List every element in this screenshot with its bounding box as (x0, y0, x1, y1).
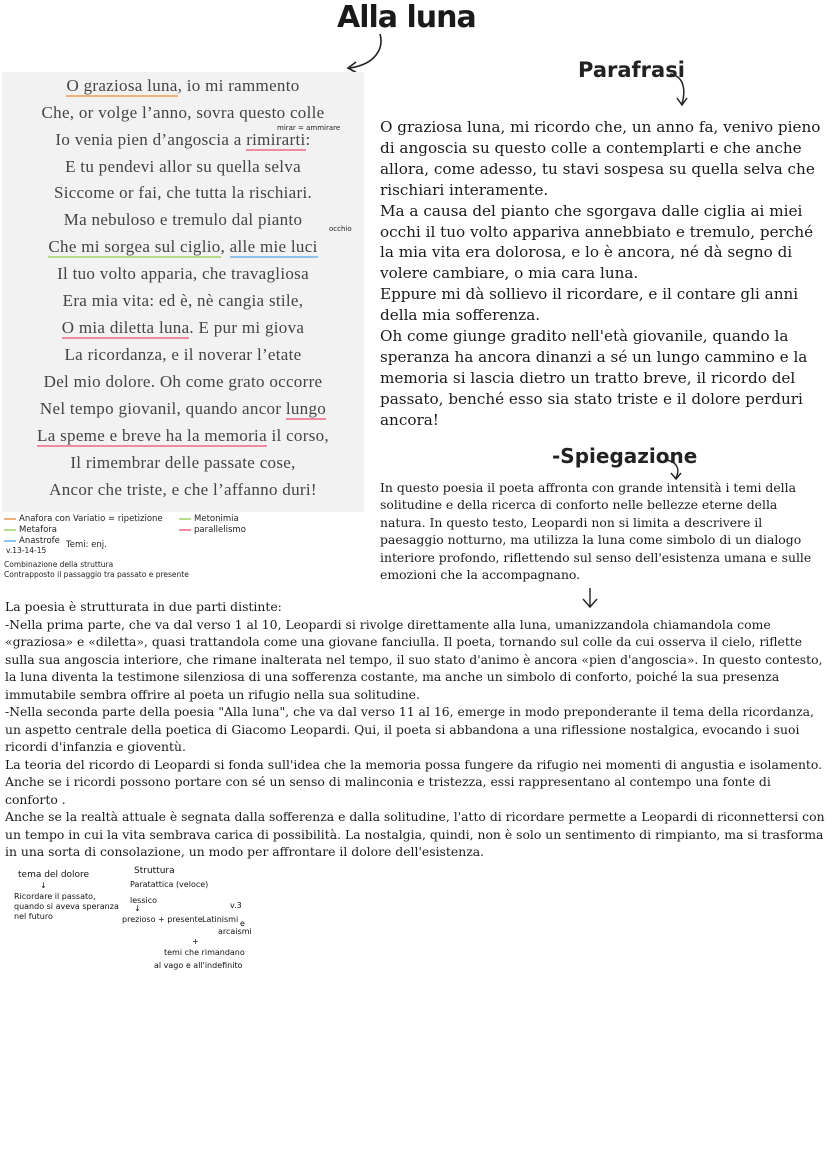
note-text: al vago e all'indefinito (154, 961, 243, 970)
analysis-paragraph: -Nella seconda parte della poesia "Alla luna", che va dal verso 11 al 16, emerge in modo preponderante il tema della ricordanza, un aspetto centrale della poetica di Giacomo Leopardi. Qui, il poeta si abbandona a una riflessione nostalgica, evocando i suoi ricordi d'infanzia e gioventù. (5, 704, 814, 754)
poem-line: O mia diletta luna. E pur mi giova (61, 318, 305, 337)
note-text: tema del dolore (18, 870, 90, 880)
curved-arrow-icon (668, 70, 690, 108)
analysis-paragraph: La teoria del ricordo di Leopardi si fonda sull'idea che la memoria possa fungere da rifugio nei momenti di angustia e isolamento. Anche se i ricordi possono portare con sé un senso di malinconia e tristezza, essi rappresentano al contempo una fonte di conforto . (5, 756, 823, 807)
poem-line: Il tuo volto apparia, che travagliosa (57, 264, 309, 283)
poem-line: Il rimembrar delle passate cose, (70, 453, 296, 472)
poem-line: Siccome or fai, che tutta la rischiari. (53, 183, 313, 202)
margin-note: occhio (329, 225, 352, 233)
parafrasi-paragraph: Eppure mi dà sollievo il ricordare, e il contare gli anni della mia sofferenza. (380, 285, 799, 325)
note-text: Ricordare il passato, (14, 892, 96, 901)
legend-item: v.13-14-15 (6, 546, 47, 555)
poem-line: Era mia vita: ed è, nè cangia stile, (62, 291, 304, 310)
analysis-paragraph: La poesia è strutturata in due parti distinte: (5, 599, 282, 614)
parafrasi-heading: Parafrasi (578, 58, 685, 82)
down-arrow-icon: ↓ (134, 904, 141, 913)
figures-legend (4, 514, 264, 588)
poem-line: La speme e breve ha la memoria il corso, (37, 426, 329, 445)
spiegazione-heading: -Spiegazione (552, 444, 698, 468)
note-text: v.3 (230, 901, 242, 910)
analysis-paragraph: -Nella prima parte, che va dal verso 1 al 10, Leopardi si rivolge direttamente alla luna, umanizzandola chiamandola come «graziosa» e «diletta», quasi trattandola come una giovane fanciulla. Il poeta, tornando sul colle da cui osserva il cielo, riflette sulla sua angoscia interiore, che rimane inalterata nel tempo, il suo stato d'animo è ancora «pien d'angoscia». In questo contesto, la luna diventa la testimone silenziosa di una sofferenza costante, ma anche un simbolo di conforto, poiché la sua presenza immutabile sembra offrire al poeta un rifugio nella sua solitudine. (5, 616, 823, 702)
curved-arrow-icon (340, 30, 390, 76)
down-arrow-icon: ↓ (40, 881, 47, 890)
legend-item: Anastrofe (4, 536, 60, 546)
poem-line: Ancor che triste, e che l’affanno duri! (49, 480, 317, 499)
note-text: + (192, 937, 199, 946)
spiegazione-body: In questo poesia il poeta affronta con grande intensità i temi della solitudine e della ricerca di conforto nelle bellezze eterne della natura. In questo testo, Leopardi non si limita a descrivere il paesaggio notturno, ma utilizza la luna come simbolo di un dialogo interiore profondo, riflettendo sul senso dell'esistenza umana e sulle emozioni che la accompagnano. (380, 480, 812, 583)
poem-line: Che mi sorgea sul ciglio, alle mie luci (48, 237, 318, 256)
parafrasi-paragraph: O graziosa luna, mi ricordo che, un anno fa, venivo pieno di angoscia su questo colle a contemplarti e che anche allora, come adesso, tu stavi sospesa su quella selva che rischiari interamente. (380, 118, 821, 199)
note-text: lessico (130, 896, 157, 905)
page-title: Alla luna (337, 0, 476, 35)
legend-item: Metafora (4, 525, 57, 535)
note-text: e (240, 919, 245, 928)
note-text: arcaismi (218, 927, 252, 936)
parafrasi-paragraph: Oh come giunge gradito nell'età giovanile, quando la speranza ha ancora dinanzi a sé un lungo cammino e la memoria si lascia dietro un tratto breve, il ricordo del passato, benché esso sia stato triste e il dolore perduri ancora! (380, 327, 808, 429)
note-text: Struttura (134, 866, 175, 876)
poem-line: E tu pendevi allor su quella selva (65, 157, 301, 176)
legend-item: Combinazione della struttura (4, 560, 114, 569)
note-text: nel futuro (14, 912, 53, 921)
legend-item: Temi: enj. (66, 540, 107, 550)
poem-line: Ma nebuloso e tremulo dal pianto (63, 210, 303, 229)
note-text: temi che rimandano (164, 948, 245, 957)
poem-panel (2, 72, 364, 512)
legend-item: Contrapposto il passaggio tra passato e presente (4, 570, 189, 579)
poem-line: Io venia pien d’angoscia a rimirarti: (55, 130, 311, 149)
parafrasi-body (380, 117, 826, 431)
poem-line: Nel tempo giovanil, quando ancor lungo (39, 399, 327, 418)
legend-item: Metonimia (179, 514, 239, 524)
margin-note: mirar = ammirare (277, 124, 341, 132)
legend-item: Anafora con Variatio = ripetizione (4, 514, 163, 524)
handwritten-notes (14, 866, 274, 986)
parafrasi-paragraph: Ma a causa del pianto che sgorgava dalle ciglia ai miei occhi il tuo volto appariva annebbiato e tremulo, perché la mia vita era dolorosa, e lo è ancora, né dà segno di volere cambiare, o mia cara luna. (380, 201, 814, 283)
note-text: prezioso + presente (122, 915, 203, 924)
note-text: Paratattica (veloce) (130, 880, 209, 889)
poem-line: Che, or volge l’anno, sovra questo colle (41, 103, 325, 122)
legend-item: parallelismo (179, 525, 246, 535)
note-text: quando si aveva speranza (14, 902, 119, 911)
note-text: Latinismi (202, 915, 239, 924)
poem-line: O graziosa luna, io mi rammento (66, 76, 300, 95)
analysis-paragraph: Anche se la realtà attuale è segnata dalla sofferenza e dalla solitudine, l'atto di ricordare permette a Leopardi di riconnettersi con un tempo in cui la vita sembrava carica di possibilità. La nostalgia, quindi, non è solo un sentimento di rimpianto, ma si trasforma in una sorta di consolazione, un modo per affrontare il dolore dell'esistenza. (5, 809, 825, 859)
analysis-body (5, 598, 827, 861)
poem-line: La ricordanza, e il noverar l’etate (64, 345, 302, 364)
poem-line: Del mio dolore. Oh come grato occorre (43, 372, 323, 391)
